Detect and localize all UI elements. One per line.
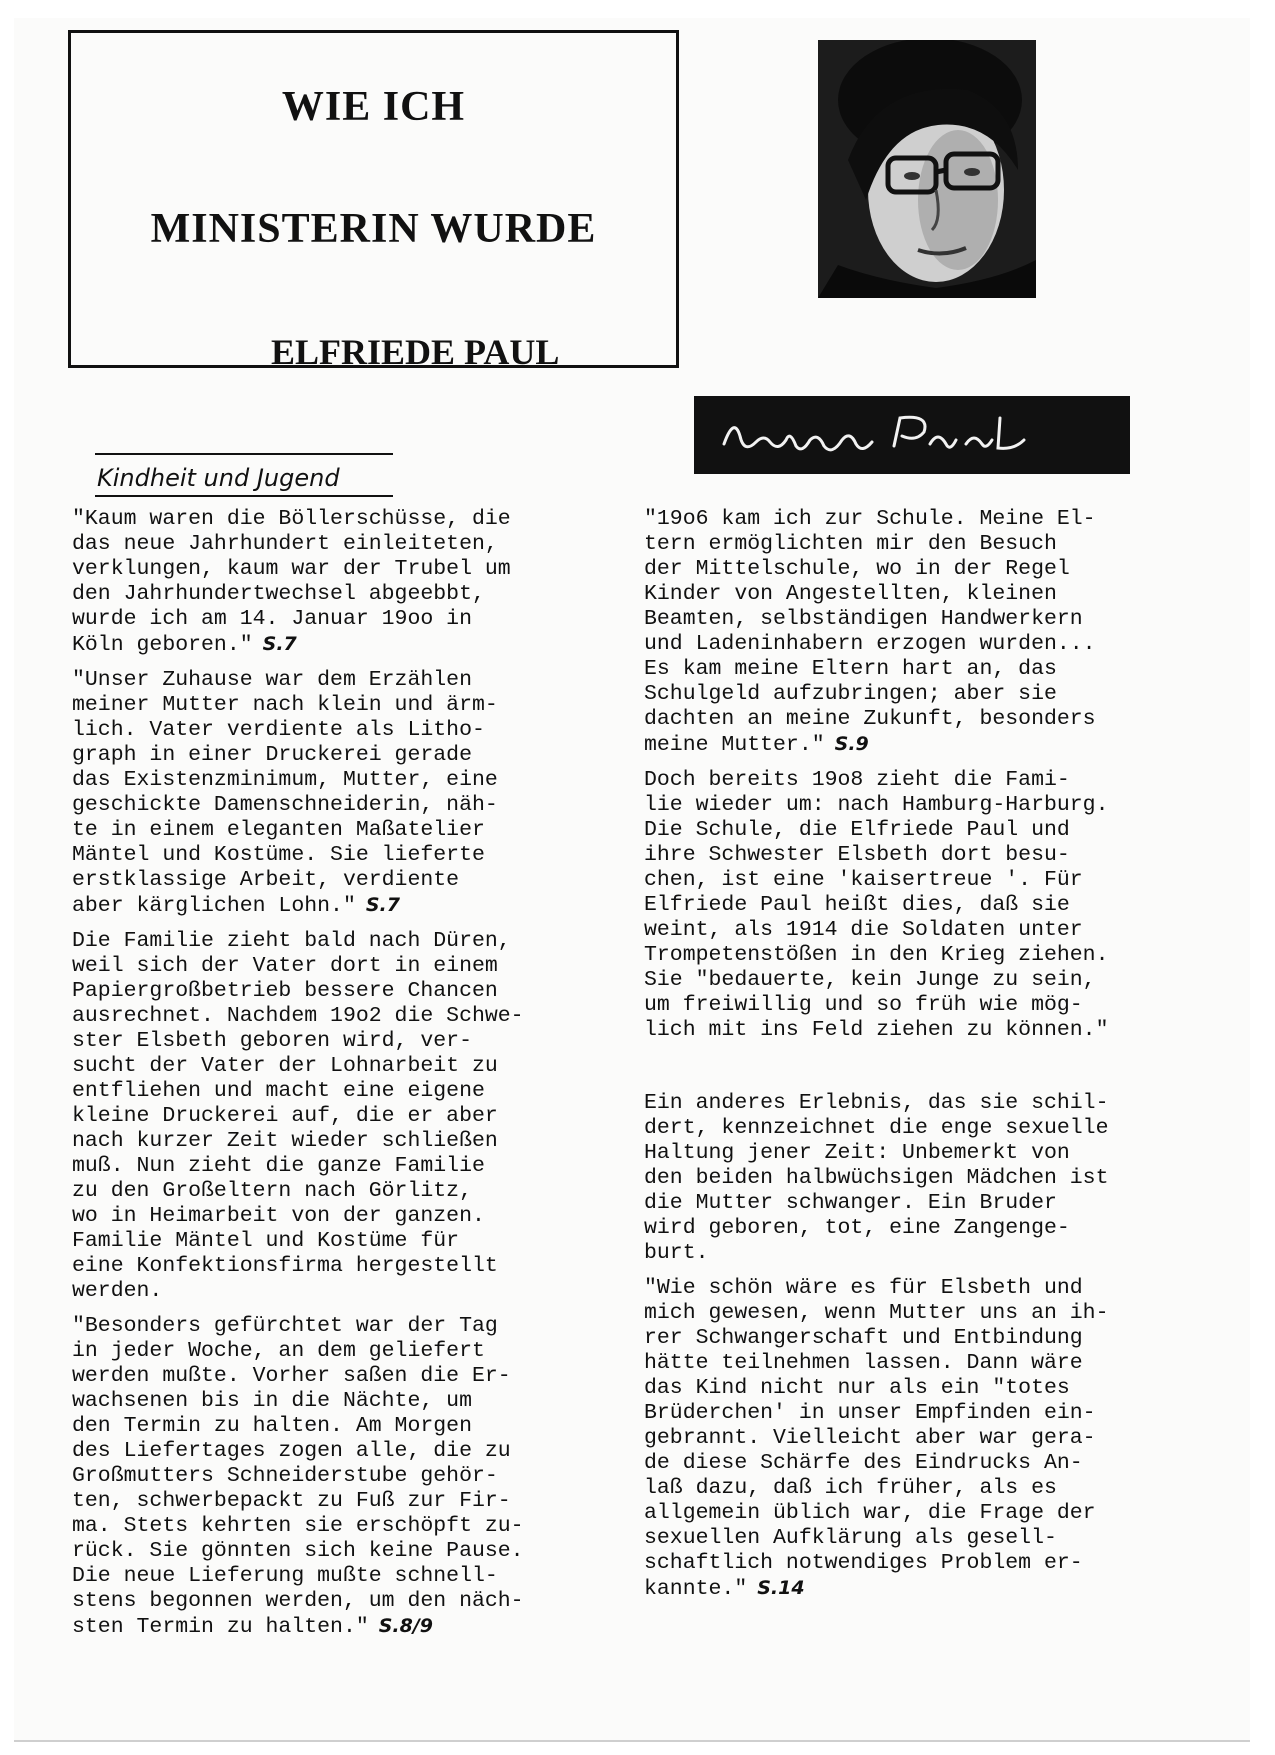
- left-column: [72, 507, 612, 1650]
- paragraph: "19o6 kam ich zur Schule. Meine El- tern ermöglichten mir den Besuch der Mittelschule, wo in der Regel Kinder von Angestellten, kleinen Beamten, selbständigen Handwerkern und Ladeninhabern erzogen wurden... Es kam meine Eltern hart an, das Schulgeld aufzubringen; aber sie dachten an meine Zukunft, besonders meine Mutter." S.9: [644, 507, 1096, 757]
- handwritten-signature: [694, 396, 1130, 474]
- paragraph: "Besonders gefürchtet war der Tag in jeder Woche, an dem geliefert werden mußte. Vorher saßen die Er- wachsenen bis in die Nächte, um den Termin zu halten. Am Morgen des Liefertages zogen alle, die zu Großmutters Schneiderstube gehör- ten, schwerbepackt zu Fuß zur Fir- ma. Stets kehrten sie erschöpft zu- rück. Sie gönnten sich keine Pause. Die neue Lieferung mußte schnell- stens begonnen werden, um den näch- sten Termin zu halten." S.8/9: [72, 1314, 524, 1639]
- paragraph: Doch bereits 19o8 zieht die Fami- lie wieder um: nach Hamburg-Harburg. Die Schule, die Elfriede Paul und ihre Schwester Elsbeth dort besu- chen, ist eine 'kaisertreue '. Für Elfriede Paul heißt dies, daß sie weint, als 1914 die Soldaten unter Trompetenstößen in den Krieg ziehen. Sie "bedauerte, kein Junge zu sein, um freiwillig und so früh wie mög- lich mit ins Feld ziehen zu können.": [644, 768, 1109, 1042]
- page-reference: S.14: [757, 1577, 805, 1599]
- section-heading-text: Kindheit und Jugend: [97, 464, 340, 492]
- page-reference: S.7: [365, 894, 400, 916]
- page-reference: S.9: [834, 733, 869, 755]
- author-name: ELFRIEDE PAUL: [271, 332, 560, 372]
- paragraph: "Wie schön wäre es für Elsbeth und mich gewesen, wenn Mutter uns an ih- rer Schwangerschaft und Entbindung hätte teilnehmen lassen. Dann wäre das Kind nicht nur als ein "totes Brüderchen' in unser Empfinden ein- gebrannt. Vielleicht aber war gera- de diese Schärfe des Eindrucks An- laß dazu, daß ich früher, als es allgemein üblich war, die Frage der sexuellen Aufklärung als gesell- schaftlich notwendiges Problem er- kannte." S.14: [644, 1276, 1109, 1601]
- title-line-2: MINISTERIN WURDE: [150, 206, 597, 252]
- portrait-photo: [818, 40, 1036, 298]
- paragraph: Ein anderes Erlebnis, das sie schil- dert, kennzeichnet die enge sexuelle Haltung jener Zeit: Unbemerkt von den beiden halbwüchsigen Mädchen ist die Mutter schwanger. Ein Bruder wird geboren, tot, eine Zangenge- burt.: [644, 1091, 1109, 1265]
- section-heading: [93, 450, 396, 500]
- paragraph: "Unser Zuhause war dem Erzählen meiner Mutter nach klein und ärm- lich. Vater verdiente als Litho- graph in einer Druckerei gerade das Existenzminimum, Mutter, eine geschickte Damenschneiderin, näh- te in einem eleganten Maßatelier Mäntel und Kostüme. Sie lieferte erstklassige Arbeit, verdiente aber kärglichen Lohn." S.7: [72, 668, 498, 918]
- paragraph: "Kaum waren die Böllerschüsse, die das neue Jahrhundert einleiteten, verklungen, kaum war der Trubel um den Jahrhundertwechsel abgeebbt, wurde ich am 14. Januar 19oo in Köln geboren." S.7: [72, 507, 511, 657]
- signature-banner: [694, 396, 1130, 474]
- title-line-1: WIE ICH: [281, 84, 466, 130]
- page-reference: S.7: [262, 633, 297, 655]
- title-box: [68, 30, 679, 372]
- right-column: [644, 507, 1184, 1612]
- page-reference: S.8/9: [378, 1615, 434, 1637]
- paragraph: Die Familie zieht bald nach Düren, weil sich der Vater dort in einem Papiergroßbetrieb bessere Chancen ausrechnet. Nachdem 19o2 die Schwe- ster Elsbeth geboren wird, ver- sucht der Vater der Lohnarbeit zu entfliehen und macht eine eigene kleine Druckerei auf, die er aber nach kurzer Zeit wieder schließen muß. Nun zieht die ganze Familie zu den Großeltern nach Görlitz, wo in Heimarbeit von der ganzen. Familie Mäntel und Kostüme für eine Konfektionsfirma hergestellt werden.: [72, 929, 524, 1303]
